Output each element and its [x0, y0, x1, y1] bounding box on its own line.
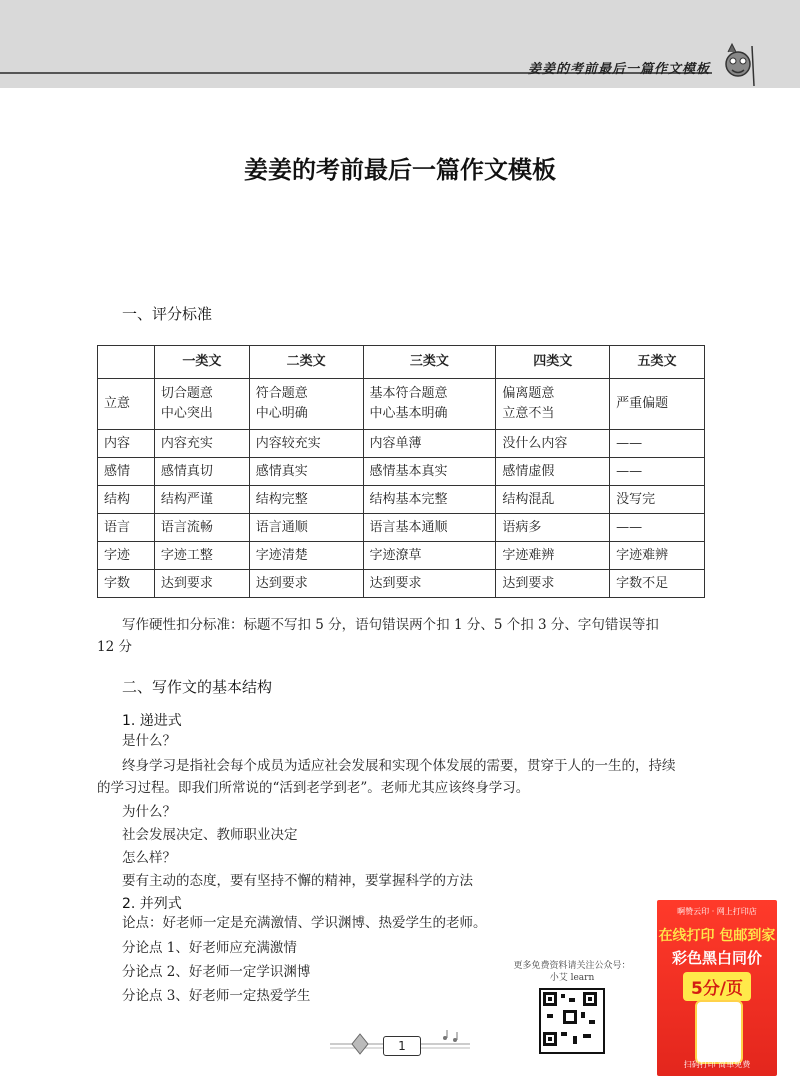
table-cell: 字迹难辨 [496, 542, 610, 570]
sub-heading-parallel: 2. 并列式 [122, 896, 182, 912]
table-cell: —— [610, 430, 705, 458]
table-cell: 达到要求 [249, 570, 363, 598]
section-heading-structure: 二、写作文的基本结构 [122, 678, 273, 696]
sub-point-3: 分论点 3、好老师一定热爱学生 [122, 988, 311, 1004]
table-row-label: 字数 [98, 570, 155, 598]
table-row-label: 语言 [98, 514, 155, 542]
table-row-label: 字迹 [98, 542, 155, 570]
table-cell: 偏离题意 立意不当 [496, 379, 610, 430]
page-number: 1 [383, 1036, 421, 1056]
ad-line1: 在线打印 包邮到家 [658, 928, 776, 944]
page-title: 姜姜的考前最后一篇作文模板 [244, 156, 556, 184]
table-cell: 严重偏题 [610, 379, 705, 430]
table-cell: 感情真实 [249, 458, 363, 486]
ad-line2: 彩色黑白同价 [671, 949, 762, 967]
running-title: 姜姜的考前最后一篇作文模板 [527, 62, 710, 77]
question-what: 是什么？ [122, 733, 176, 749]
ad-top-text: 啊赞云印 · 网上打印店 [677, 907, 757, 916]
answer-why: 社会发展决定、教师职业决定 [122, 827, 298, 843]
table-cell: 内容充实 [154, 430, 249, 458]
table-cell: 字迹难辨 [610, 542, 705, 570]
table-cell: 达到要求 [363, 570, 496, 598]
table-row-label: 结构 [98, 486, 155, 514]
table-cell: 符合题意 中心明确 [249, 379, 363, 430]
table-cell: 语病多 [496, 514, 610, 542]
section-heading-grading: 一、评分标准 [122, 305, 213, 323]
table-row [98, 458, 705, 486]
thesis: 论点：好老师一定是充满激情、学识渊博、热爱学生的老师。 [122, 915, 487, 931]
table-header-cell: 四类文 [496, 346, 610, 379]
qr-account: 小艾 learn [549, 973, 595, 983]
table-row-label: 感情 [98, 458, 155, 486]
qr-code-icon[interactable] [539, 988, 605, 1054]
qr-block [502, 960, 642, 1054]
table-cell: 没什么内容 [496, 430, 610, 458]
table-cell: 基本符合题意 中心基本明确 [363, 379, 496, 430]
table-cell: 内容单薄 [363, 430, 496, 458]
table-cell: 语言流畅 [154, 514, 249, 542]
table-header-cell: 三类文 [363, 346, 496, 379]
question-how: 怎么样？ [122, 850, 176, 866]
table-header-row [98, 346, 705, 379]
table-header-cell [98, 346, 155, 379]
table-cell: 字迹工整 [154, 542, 249, 570]
table-cell: 结构严谨 [154, 486, 249, 514]
table-header-cell: 一类文 [154, 346, 249, 379]
table-row [98, 379, 705, 430]
sub-heading-progressive: 1. 递进式 [122, 713, 182, 729]
sub-point-1: 分论点 1、好老师应充满激情 [122, 940, 297, 956]
answer-what-line1: 终身学习是指社会每个成员为适应社会发展和实现个体发展的需要，贯穿于人的一生的，持续 [122, 758, 676, 774]
table-cell: 达到要求 [154, 570, 249, 598]
table-cell: 字迹清楚 [249, 542, 363, 570]
table-cell: 感情虚假 [496, 458, 610, 486]
table-header-cell: 二类文 [249, 346, 363, 379]
table-body [98, 379, 705, 598]
grading-table [97, 345, 705, 598]
table-header-cell: 五类文 [610, 346, 705, 379]
question-why: 为什么？ [122, 804, 176, 820]
table-cell: 感情基本真实 [363, 458, 496, 486]
table-cell: 内容较充实 [249, 430, 363, 458]
table-cell: 达到要求 [496, 570, 610, 598]
table-row [98, 430, 705, 458]
phone-qr-icon [695, 1000, 743, 1064]
table-row [98, 542, 705, 570]
table-cell: —— [610, 514, 705, 542]
answer-what-line2: 的学习过程。即我们所常说的“活到老学到老”。老师尤其应该终身学习。 [97, 780, 530, 796]
deduction-note-line1: 写作硬性扣分标准：标题不写扣 5 分，语句错误两个扣 1 分、5 个扣 3 分、字句错误等扣 [122, 617, 659, 633]
table-cell: —— [610, 458, 705, 486]
table-cell: 语言基本通顺 [363, 514, 496, 542]
table-cell: 结构完整 [249, 486, 363, 514]
table-cell: 没写完 [610, 486, 705, 514]
table-row [98, 570, 705, 598]
table-row-label: 立意 [98, 379, 155, 430]
table-row [98, 514, 705, 542]
table-row-label: 内容 [98, 430, 155, 458]
table-cell: 字迹潦草 [363, 542, 496, 570]
mascot-icon [718, 40, 758, 88]
table-cell: 结构混乱 [496, 486, 610, 514]
table-cell: 字数不足 [610, 570, 705, 598]
answer-how: 要有主动的态度，要有坚持不懈的精神，要掌握科学的方法 [122, 873, 473, 889]
ad-bottom-text: 扫码打印 简单免费 [683, 1060, 751, 1069]
ad-price: 5分/页 [683, 972, 751, 1001]
table-row [98, 486, 705, 514]
table-cell: 语言通顺 [249, 514, 363, 542]
qr-note: 更多免费资料请关注公众号： [513, 961, 631, 971]
table-cell: 感情真切 [154, 458, 249, 486]
table-cell: 结构基本完整 [363, 486, 496, 514]
sub-point-2: 分论点 2、好老师一定学识渊博 [122, 964, 311, 980]
deduction-note-line2: 12 分 [97, 639, 132, 655]
table-cell: 切合题意 中心突出 [154, 379, 249, 430]
print-service-ad[interactable] [657, 900, 777, 1076]
